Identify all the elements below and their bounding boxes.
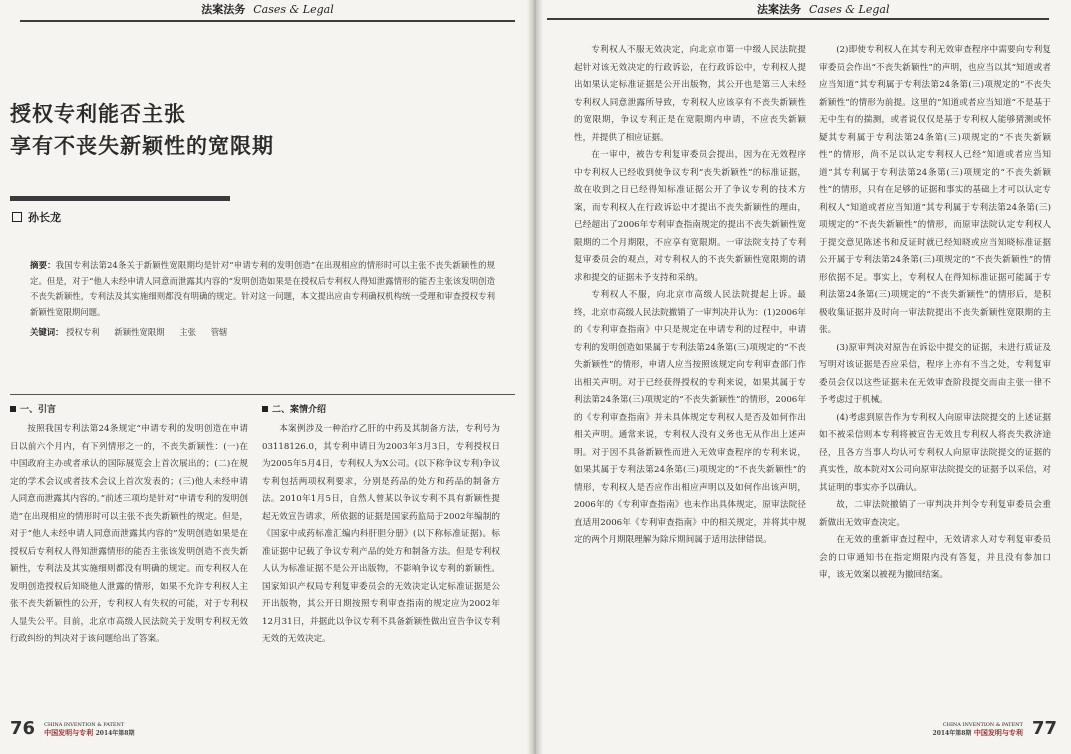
right-column-1 (574, 42, 806, 692)
right-page (537, 0, 1071, 754)
keyword: 授权专利 (66, 327, 100, 337)
right-column-2 (819, 42, 1051, 692)
left-page-footer (10, 718, 134, 748)
right-page-footer (933, 718, 1057, 748)
publication-info (44, 722, 134, 738)
author-name: 孙长龙 (28, 211, 61, 224)
section-heading-introduction: 一、引言 (10, 404, 248, 416)
keyword: 管辖 (210, 327, 228, 337)
left-page (0, 0, 533, 754)
paragraph: 专利权人不服，向北京市高级人民法院提起上诉。最终，北京市高级人民法院撤销了一审判决并认为：(1)2006年的《专利审查指南》中只是规定在申请专利的过程中，申请专利的发明创造如果属于专利法第24条第(三)项规定的“不丧失新颖性”的情形，申请人应当按照该规定向专利审查部门作出相关声明。对于已经获得授权的专利来说，如果其属于专利法第24条第(三)项规定的“不丧失新颖性”的情形，2006年的《专利审查指南》并未具体规定专利权人是否及如何作出相关声明。通常来说，专利权人没有义务也无从作出上述声明。对于因不具备新颖性而进入无效审查程序的专利来说，如果其属于专利法第24条第(三)项规定的“不丧失新颖性”的情形，专利权人是否应作出相应声明以及如何作出该声明，2006年的《专利审查指南》也未作出具体规定，原审法院径直适用2006年《专利审查指南》中的相关规定，并将其中规定的两个月期限理解为除斥期间属于适用法律错误。 (574, 290, 806, 545)
keywords (30, 326, 239, 338)
paragraph: (4)考虑到原告作为专利权人向原审法院提交的上述证据如不被采信则本专利将被宣告无效且专利权人将丧失救济途径，且各方当事人均认可专利权人向原审法院提交的证据的真实性，故本院对X公司向原审法院提交的证据予以采信，对其证明的事实亦予以确认。 (819, 412, 1051, 493)
publication-name-cn: 中国发明与专利 2014年第8期 (44, 728, 135, 737)
paragraph: 专利权人不服无效决定，向北京市第一中级人民法院提起针对该无效决定的行政诉讼，在行政诉讼中，专利权人提出如果认定标准证据是公开出版物，其公开也是第三人未经专利权人同意泄露所导致，专利权人应该享有不丧失新颖性的宽限期，争议专利正是在宽限期内申请，不应丧失新颖性，并提供了相应证据。 (574, 45, 806, 143)
left-column-2 (262, 404, 500, 709)
paragraph: (3)原审判决对原告在诉讼中提交的证据，未进行质证及写明对该证据是否应采信，程序上亦有不当之处，专利复审委员会仅以这些证据未在无效审查阶段提交而由主张一律不予考虑过于机械。 (819, 342, 1051, 405)
publication-name-en: CHINA INVENTION & PATENT (942, 722, 1023, 728)
keyword: 主张 (179, 327, 197, 337)
abstract-text: 我国专利法第24条关于新颖性宽限期均是针对“申请专利的发明创造”在出现相应的情形时可以主张不丧失新颖性的规定。但是，对于“他人未经申请人同意而泄露其内容的”发明创造如果是在授权后专利权人得知泄露情形的能否主张该发明创造不丧失新颖性，专利法及其实施细则都没有明确的规定。针对这一问题，本文提出应由专利确权机构统一受理和审查授权专利新颖性宽限期问题。 (30, 260, 496, 318)
right-page-header (547, 0, 1049, 20)
page-number: 77 (1031, 718, 1057, 739)
keyword: 新颖性宽限期 (114, 327, 165, 337)
abstract-label: 摘要： (30, 260, 56, 270)
section-heading-case: 二、案情介绍 (262, 404, 500, 416)
paragraph: 本案例涉及一种治疗乙肝的中药及其制备方法，专利号为03118126.0，其专利申请日为2003年3月3日，专利授权日为2005年5月4日，专利权人为X公司。(以下称争议专利)争议专利包括两项权利要求，分别是药品的处方和药品的制备方法。2010年1月5日，自然人曾某以争议专利不具有新颖性提起无效宣告请求，所依据的证据是国家药监局于2002年编制的《国家中成药标准汇编内科肝胆分册》(以下称标准证据)。标准证据中记载了争议专利产品的处方和制备方法。但是专利权人认为标准证据不是公开出版物，不影响争议专利的新颖性。国家知识产权局专利复审委员会的无效决定认定标准证据是公开出版物，其公开日期按照专利审查指南的规定应为2002年12月31日，并据此以争议专利不具备新颖性做出宣告争议专利无效的无效决定。 (262, 424, 500, 644)
left-column-1 (10, 404, 248, 709)
paragraph: 按照我国专利法第24条规定“申请专利的发明创造在申请日以前六个月内，有下列情形之一的，不丧失新颖性：(一)在中国政府主办或者承认的国际展览会上首次展出的；(二)在规定的学术会议或者技术会议上首次发表的；(三)他人未经申请人同意而泄露其内容的。”前述三项均是针对“申请专利的发明创造”在出现相应的情形时可以主张不丧失新颖性的规定。但是，对于“他人未经申请人同意而泄露其内容的”发明创造如果是在授权后专利权人得知泄露情形的能否主张该发明创造不丧失新颖性，专利法及其实施细则都没有明确的规定。而专利权人在发明创造授权后知晓他人泄露的情形，如果不允许专利权人主张不丧失新颖性的公开，专利权人有失权的可能，对于专利权人显失公平。目前，北京市高级人民法院关于发明专利权无效行政纠纷的判决对于该问题给出了答案。 (10, 424, 248, 644)
keywords-label: 关键词： (30, 327, 64, 337)
author-byline (12, 209, 61, 225)
paragraph: 在一审中，被告专利复审委员会提出，因为在无效程序中专利权人已经收到使争议专利“丧失新颖性”的标准证据，故在收到之日已经得知标准证据公开了争议专利的技术方案，而专利权人在行政诉讼中才提出不丧失新颖性的理由，已经超出了2006年专利审查指南规定的提出不丧失新颖性宽限期的二个月期限，不应享有宽限期。一审法院支持了专利复审委员会的观点，对专利权人的不丧失新颖性宽限期的请求和提交的证据未予支持和采纳。 (574, 150, 806, 283)
section-divider (10, 394, 515, 395)
author-rule (10, 196, 230, 201)
issue-number: 2014年第8期 (95, 730, 135, 737)
publication-info (933, 722, 1023, 738)
heading-square-icon (10, 406, 16, 412)
left-page-header (20, 0, 515, 22)
page-number: 76 (10, 718, 36, 739)
paragraph: (2)即使专利权人在其专利无效审查程序中需要向专利复审委员会作出“不丧失新颖性”的声明，也应当以其“知道或者应当知道”其专利属于专利法第24条第(三)项规定的“不丧失新颖性”的情形为前提。这里的“知道或者应当知道”不是基于无中生有的揣测，或者说仅仅是基于专利权人能够猜测或怀疑其专利属于专利法第24条第(三)项规定的“不丧失新颖性”的情形，尚不足以认定专利权人已经“知道或者应当知道”其专利属于专利法第24条第(三)项规定的“不丧失新颖性”的情形，只有在足够的证据和事实的基础上才可以认定专利权人“知道或者应当知道”其专利属于专利法第24条第(三)项规定的“不丧失新颖性”的情形，而原审法院认定专利权人于提交意见陈述书和反证时就已经知晓或应当知晓标准证据公开属于专利法第24条第(三)项规定的“不丧失新颖性”的情形依据不足。事实上，专利权人在得知标准证据可能属于专利法第24条第(三)项规定的“不丧失新颖性”的情形后，是积极收集证据并及时向一审法院提出不丧失新颖性宽限期的主张。 (819, 45, 1051, 335)
publication-name-cn: 2014年第8期 中国发明与专利 (932, 728, 1023, 737)
article-title (10, 98, 274, 162)
section-title-cn: 法案法务 (757, 3, 801, 16)
abstract (30, 258, 495, 321)
section-title-cn: 法案法务 (201, 3, 246, 16)
section-title-en: Cases & Legal (809, 3, 890, 16)
paragraph: 在无效的重新审查过程中，无效请求人对专利复审委员会的口审通知书在指定期限内没有答复，并且没有参加口审，该无效案以被视为撤回结案。 (819, 535, 1051, 580)
spine-gutter (527, 0, 543, 754)
paragraph: 故，二审法院撤销了一审判决并判令专利复审委员会重新做出无效审查决定。 (819, 500, 1051, 528)
title-line-1: 授权专利能否主张 (10, 102, 186, 126)
issue-number: 2014年第8期 (932, 730, 972, 737)
section-title-en: Cases & Legal (253, 3, 334, 16)
title-line-2: 享有不丧失新颖性的宽限期 (10, 134, 274, 158)
heading-square-icon (262, 406, 268, 412)
square-bullet-icon (12, 212, 22, 222)
publication-name-en: CHINA INVENTION & PATENT (44, 722, 125, 728)
